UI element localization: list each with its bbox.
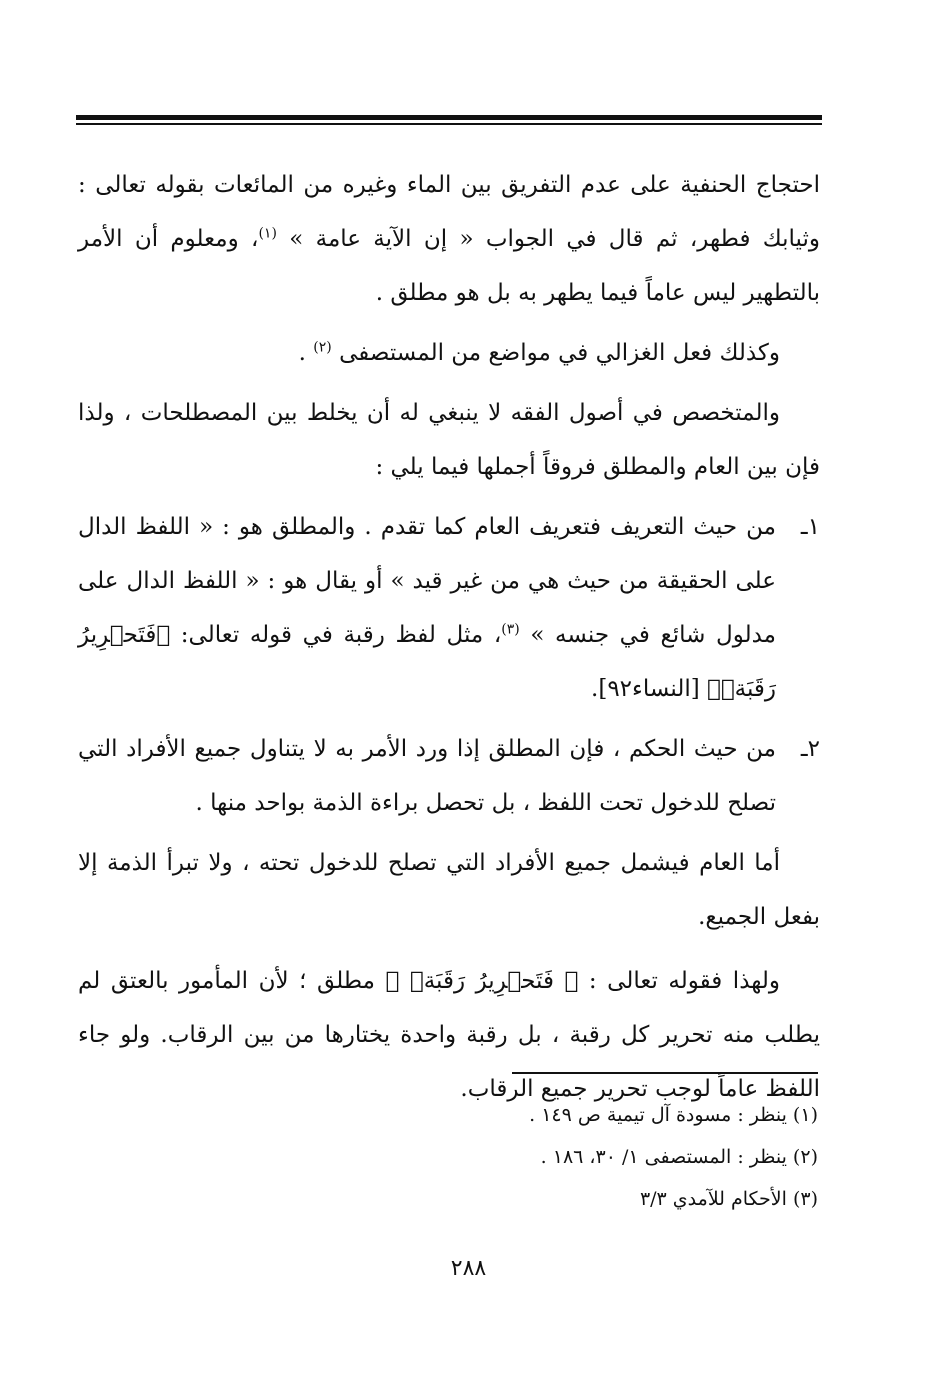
list-item-2: ٢ـ من حيث الحكم ، فإن المطلق إذا ورد الأمر به لا يتناول جميع الأفراد التي تصلح للدخول تحت اللفظ ، بل تحصل براءة الذمة بواحد منها .	[78, 722, 820, 830]
quran-verse: ﴿ فَتَحۡرِيرُ رَقَبَةٖ ﴾	[385, 968, 579, 994]
page-number: ٢٨٨	[450, 1256, 487, 1281]
list-item-1: ١ـ من حيث التعريف فتعريف العام كما تقدم . والمطلق هو : « اللفظ الدال على الحقيقة من حيث هي من غير قيد » أو يقال هو : « اللفظ الدال على مدلول شائع في جنسه » $^{(٣)}$، مثل لفظ رقبة في قوله تعالى: ﴿فَتَحۡرِيرُ رَقَبَةٖ﴾ [النساء٩٢].	[78, 500, 820, 716]
paragraph-5: ولهذا فقوله تعالى : ﴿ فَتَحۡرِيرُ رَقَبَةٖ ﴾ مطلق ؛ لأن المأمور بالعتق لم يطلب منه تحرير كل رقبة ، بل رقبة واحدة يختارها من بين الرقاب. ولو جاء اللفظ عاماً لوجب تحرير جميع الرقاب.	[78, 968, 820, 1102]
footnote-separator	[512, 1072, 818, 1074]
main-text	[78, 158, 820, 1116]
paragraph-2: وكذلك فعل الغزالي في مواضع من المستصفى $^{(٢)}$ .	[298, 339, 780, 366]
list-number-2: ٢ـ	[800, 736, 820, 762]
paragraph-1: احتجاج الحنفية على عدم التفريق بين الماء وغيره من المائعات بقوله تعالى : وثيابك فطهر، ثم قال في الجواب « إن الآية عامة » $^{(١)}$، ومعلوم أن الأمر بالتطهير ليس عاماً فيما يطهر به بل هو مطلق .	[78, 172, 820, 306]
footnote-ref-3: (٣)	[501, 621, 520, 638]
footnote-3: (٣) الأحكام للآمدي ٣/٣	[639, 1188, 818, 1210]
footnote-ref-2: (٢)	[313, 339, 332, 356]
footnote-2: (٢) ينظر : المستصفى ١/ ٣٠، ١٨٦ .	[540, 1146, 818, 1168]
footnote-1: (١) ينظر : مسودة آل تيمية ص ١٤٩ .	[529, 1104, 818, 1126]
footnotes	[300, 1094, 818, 1220]
footnote-ref-1: (١)	[258, 225, 277, 242]
quran-verse: ﴿فَتَحۡرِيرُ رَقَبَةٖ﴾	[78, 622, 776, 702]
list-number-1: ١ـ	[800, 514, 820, 540]
header-rule-thin	[76, 123, 822, 125]
paragraph-3: والمتخصص في أصول الفقه لا ينبغي له أن يخلط بين المصطلحات ، ولذا فإن بين العام والمطلق فروقاً أجملها فيما يلي :	[78, 400, 820, 480]
paragraph-4: أما العام فيشمل جميع الأفراد التي تصلح للدخول تحته ، ولا تبرأ الذمة إلا بفعل الجميع.	[78, 850, 820, 930]
header-rule-thick	[76, 115, 822, 120]
